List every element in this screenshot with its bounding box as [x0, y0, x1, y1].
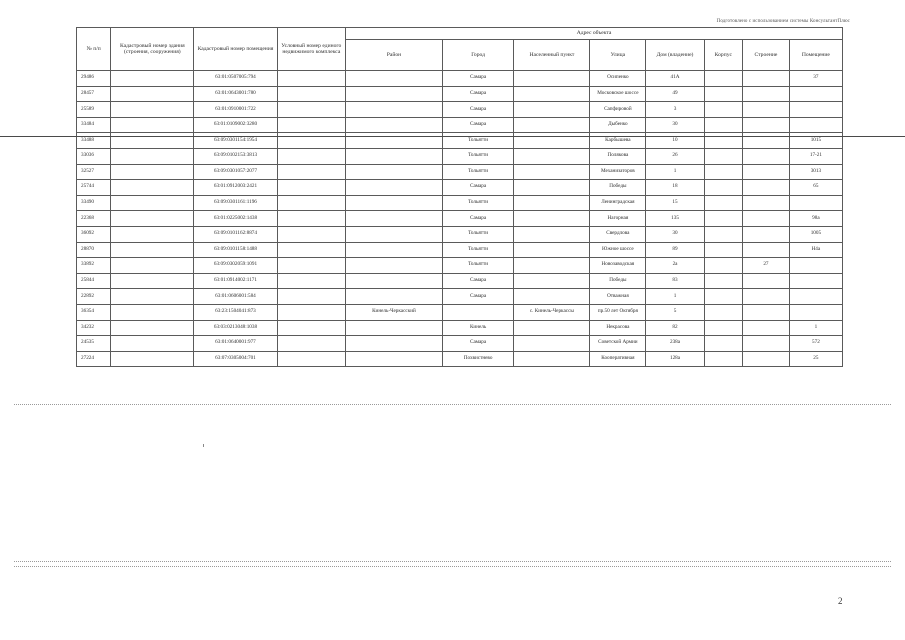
table-row — [77, 304, 843, 320]
cell-korpus — [704, 336, 742, 352]
cell-house: 30 — [646, 226, 704, 242]
cell-house: 89 — [646, 242, 704, 258]
table-row — [77, 320, 843, 336]
cell-building — [743, 71, 790, 87]
cell-street: Нагорная — [590, 211, 646, 227]
cell-district — [346, 211, 443, 227]
cell-building-cad — [111, 226, 194, 242]
header-district: Район — [346, 40, 443, 71]
cell-city: Тольятти — [442, 133, 514, 149]
cell-city: Тольятти — [442, 195, 514, 211]
cell-district — [346, 226, 443, 242]
table-row — [77, 148, 843, 164]
cell-building — [743, 320, 790, 336]
cell-korpus — [704, 242, 742, 258]
cell-complex — [277, 180, 346, 196]
cell-city: Самара — [442, 102, 514, 118]
fold-line-lower-1 — [14, 561, 891, 562]
cell-settlement: с. Кинель-Черкассы — [514, 304, 590, 320]
cell-complex — [277, 117, 346, 133]
cell-num: 34232 — [77, 320, 111, 336]
cell-num: 33484 — [77, 117, 111, 133]
cell-district — [346, 180, 443, 196]
cell-building — [743, 195, 790, 211]
cell-city: Тольятти — [442, 164, 514, 180]
cell-settlement — [514, 226, 590, 242]
table-row — [77, 289, 843, 305]
cell-district — [346, 117, 443, 133]
cell-num: 28457 — [77, 86, 111, 102]
cell-num: 32527 — [77, 164, 111, 180]
cell-room — [789, 102, 842, 118]
cell-premise-cad: 63:09:0301057:2077 — [194, 164, 277, 180]
cell-district — [346, 164, 443, 180]
cell-settlement — [514, 71, 590, 87]
header-premise-cad: Кадастровый номер помещения — [194, 28, 277, 71]
cell-district — [346, 336, 443, 352]
cell-korpus — [704, 226, 742, 242]
scan-artifact-line — [0, 136, 905, 137]
cell-num: 33490 — [77, 195, 111, 211]
cell-room: 1005 — [789, 226, 842, 242]
cell-korpus — [704, 289, 742, 305]
cell-premise-cad: 63:01:0606001:584 — [194, 289, 277, 305]
cell-premise-cad: 63:09:0302059:1091 — [194, 258, 277, 274]
cell-building-cad — [111, 164, 194, 180]
cell-street: Некрасова — [590, 320, 646, 336]
table-row — [77, 351, 843, 367]
cell-city: Самара — [442, 117, 514, 133]
header-settlement: Населенный пункт — [514, 40, 590, 71]
table-header — [77, 28, 843, 71]
cell-num: 27224 — [77, 351, 111, 367]
cell-premise-cad: 63:01:0109002:3280 — [194, 117, 277, 133]
cell-complex — [277, 102, 346, 118]
header-city: Город — [442, 40, 514, 71]
cell-house: 30 — [646, 117, 704, 133]
cell-premise-cad: 63:09:0101162:8874 — [194, 226, 277, 242]
table-row — [77, 86, 843, 102]
cell-complex — [277, 86, 346, 102]
cell-room — [789, 304, 842, 320]
cell-room: Н4а — [789, 242, 842, 258]
cell-num: 36354 — [77, 304, 111, 320]
cell-district — [346, 242, 443, 258]
cell-premise-cad: 63:07:0305004:701 — [194, 351, 277, 367]
cell-city: Самара — [442, 71, 514, 87]
cell-building — [743, 117, 790, 133]
cell-house: 2а — [646, 258, 704, 274]
cell-room — [789, 258, 842, 274]
cell-building-cad — [111, 289, 194, 305]
cell-building-cad — [111, 71, 194, 87]
cell-district — [346, 289, 443, 305]
cell-num: 25844 — [77, 273, 111, 289]
cell-building-cad — [111, 336, 194, 352]
cell-complex — [277, 351, 346, 367]
header-korpus: Корпус — [704, 40, 742, 71]
cell-building — [743, 180, 790, 196]
cell-street: Карбышева — [590, 133, 646, 149]
cell-building-cad — [111, 273, 194, 289]
cell-settlement — [514, 273, 590, 289]
cell-district — [346, 71, 443, 87]
cell-num: 36092 — [77, 226, 111, 242]
cell-city: Самара — [442, 273, 514, 289]
table-body — [77, 71, 843, 367]
header-room: Помещение — [789, 40, 842, 71]
header-building: Строение — [743, 40, 790, 71]
cell-premise-cad: 63:01:0643001:780 — [194, 86, 277, 102]
cell-district — [346, 320, 443, 336]
cell-premise-cad: 63:01:0640001:977 — [194, 336, 277, 352]
cell-premise-cad: 63:01:0914002:1171 — [194, 273, 277, 289]
cell-building-cad — [111, 211, 194, 227]
table-row — [77, 102, 843, 118]
table-row — [77, 258, 843, 274]
cell-building-cad — [111, 304, 194, 320]
cell-korpus — [704, 211, 742, 227]
cell-street: Ленинградская — [590, 195, 646, 211]
cell-num: 22892 — [77, 289, 111, 305]
cell-street: Осипенко — [590, 71, 646, 87]
cell-settlement — [514, 180, 590, 196]
cell-city: Похвистнево — [442, 351, 514, 367]
cell-house: 3 — [646, 102, 704, 118]
cell-district — [346, 148, 443, 164]
cell-complex — [277, 164, 346, 180]
cell-korpus — [704, 86, 742, 102]
cell-city: Тольятти — [442, 258, 514, 274]
cell-premise-cad: 63:23:1504041:873 — [194, 304, 277, 320]
cell-complex — [277, 226, 346, 242]
cell-room — [789, 86, 842, 102]
cell-num: 29486 — [77, 71, 111, 87]
cell-building — [743, 273, 790, 289]
table-row — [77, 211, 843, 227]
cell-building — [743, 242, 790, 258]
cell-city: Тольятти — [442, 226, 514, 242]
cell-building — [743, 226, 790, 242]
cell-num: 33488 — [77, 133, 111, 149]
table-row — [77, 336, 843, 352]
cell-premise-cad: 63:09:0102153:3813 — [194, 148, 277, 164]
fold-line-upper — [14, 404, 891, 405]
cell-premise-cad: 63:09:0301161:1196 — [194, 195, 277, 211]
cell-premise-cad: 63:09:0101158:1488 — [194, 242, 277, 258]
cell-korpus — [704, 148, 742, 164]
cell-city: Самара — [442, 86, 514, 102]
cell-house: 41А — [646, 71, 704, 87]
cell-street: Свердлова — [590, 226, 646, 242]
table-row — [77, 273, 843, 289]
cell-street: Сапфировой — [590, 102, 646, 118]
cell-building-cad — [111, 195, 194, 211]
cell-room: 98а — [789, 211, 842, 227]
cell-korpus — [704, 258, 742, 274]
cell-settlement — [514, 242, 590, 258]
cell-korpus — [704, 180, 742, 196]
cell-district: Кинель-Черкасский — [346, 304, 443, 320]
cell-building — [743, 351, 790, 367]
cell-korpus — [704, 351, 742, 367]
header-house: Дом (владение) — [646, 40, 704, 71]
cell-house: 1 — [646, 164, 704, 180]
cell-room: 1015 — [789, 133, 842, 149]
cell-city: Тольятти — [442, 148, 514, 164]
cell-district — [346, 86, 443, 102]
cell-complex — [277, 71, 346, 87]
cell-building — [743, 336, 790, 352]
cell-complex — [277, 273, 346, 289]
cell-street: Дыбенко — [590, 117, 646, 133]
cell-city — [442, 304, 514, 320]
cell-korpus — [704, 117, 742, 133]
cell-room: 17-21 — [789, 148, 842, 164]
cell-house: 238а — [646, 336, 704, 352]
cell-building-cad — [111, 320, 194, 336]
cell-building — [743, 289, 790, 305]
cell-settlement — [514, 211, 590, 227]
cell-premise-cad: 63:01:0910001:722 — [194, 102, 277, 118]
header-note: Подготовлено с использованием системы КонсультантПлюс — [716, 19, 850, 24]
cell-settlement — [514, 102, 590, 118]
cell-premise-cad: 63:09:0301154:1954 — [194, 133, 277, 149]
cell-korpus — [704, 195, 742, 211]
cell-street: Кооперативная — [590, 351, 646, 367]
table-row — [77, 242, 843, 258]
cell-building-cad — [111, 86, 194, 102]
cell-num: 25744 — [77, 180, 111, 196]
cell-settlement — [514, 195, 590, 211]
cell-building — [743, 164, 790, 180]
cell-house: 1 — [646, 289, 704, 305]
cell-street: Южное шоссе — [590, 242, 646, 258]
cell-building — [743, 304, 790, 320]
table-row — [77, 226, 843, 242]
cell-settlement — [514, 320, 590, 336]
cell-room: 1 — [789, 320, 842, 336]
cell-complex — [277, 195, 346, 211]
cell-house: 128а — [646, 351, 704, 367]
cell-building — [743, 102, 790, 118]
cell-settlement — [514, 258, 590, 274]
cell-building-cad — [111, 351, 194, 367]
cell-settlement — [514, 117, 590, 133]
cell-room — [789, 117, 842, 133]
cell-num: 22368 — [77, 211, 111, 227]
cell-street: Победы — [590, 273, 646, 289]
cell-complex — [277, 304, 346, 320]
cell-korpus — [704, 102, 742, 118]
cell-complex — [277, 320, 346, 336]
cell-complex — [277, 258, 346, 274]
cell-num: 25589 — [77, 102, 111, 118]
cell-street: Советской Армии — [590, 336, 646, 352]
header-complex: Условный номер единого недвижимого комплекса — [277, 28, 346, 71]
cell-complex — [277, 242, 346, 258]
cell-house: 18 — [646, 180, 704, 196]
cell-korpus — [704, 71, 742, 87]
cell-street: Полякова — [590, 148, 646, 164]
cell-room — [789, 195, 842, 211]
cell-building — [743, 211, 790, 227]
cell-house: 83 — [646, 273, 704, 289]
fold-line-lower-2 — [14, 566, 891, 567]
cell-district — [346, 102, 443, 118]
cell-building-cad — [111, 242, 194, 258]
cell-korpus — [704, 273, 742, 289]
cell-premise-cad: 63:01:0507005:794 — [194, 71, 277, 87]
cell-district — [346, 195, 443, 211]
cell-num: 33036 — [77, 148, 111, 164]
cell-premise-cad: 63:03:0213048:1038 — [194, 320, 277, 336]
cell-street: Победы — [590, 180, 646, 196]
header-num: № п/п — [77, 28, 111, 71]
cell-house: 82 — [646, 320, 704, 336]
cell-district — [346, 351, 443, 367]
page-number: 2 — [838, 596, 843, 606]
cell-room — [789, 273, 842, 289]
table-row — [77, 164, 843, 180]
cell-premise-cad: 63:01:0225002:1438 — [194, 211, 277, 227]
cell-building: 27 — [743, 258, 790, 274]
cell-complex — [277, 148, 346, 164]
cell-settlement — [514, 289, 590, 305]
cell-street: Московское шоссе — [590, 86, 646, 102]
cell-settlement — [514, 86, 590, 102]
scan-mark — [203, 444, 204, 447]
cell-district — [346, 258, 443, 274]
cell-building-cad — [111, 117, 194, 133]
cell-settlement — [514, 148, 590, 164]
header-address-group: Адрес объекта — [346, 28, 843, 40]
cell-settlement — [514, 164, 590, 180]
cell-room: 37 — [789, 71, 842, 87]
cell-korpus — [704, 164, 742, 180]
cell-room: 572 — [789, 336, 842, 352]
cell-building-cad — [111, 102, 194, 118]
cell-street: Механизаторов — [590, 164, 646, 180]
cell-num: 24535 — [77, 336, 111, 352]
cell-building — [743, 86, 790, 102]
cell-korpus — [704, 320, 742, 336]
cell-complex — [277, 289, 346, 305]
cell-premise-cad: 63:01:0912003:2421 — [194, 180, 277, 196]
table-row — [77, 117, 843, 133]
cell-building-cad — [111, 258, 194, 274]
registry-table — [76, 27, 843, 367]
table-row — [77, 195, 843, 211]
cell-city: Самара — [442, 336, 514, 352]
cell-city: Самара — [442, 289, 514, 305]
cell-building-cad — [111, 180, 194, 196]
cell-house: 135 — [646, 211, 704, 227]
cell-building-cad — [111, 148, 194, 164]
cell-house: 5 — [646, 304, 704, 320]
cell-korpus — [704, 304, 742, 320]
cell-house: 15 — [646, 195, 704, 211]
cell-room — [789, 289, 842, 305]
table-row — [77, 71, 843, 87]
cell-building — [743, 148, 790, 164]
cell-complex — [277, 336, 346, 352]
cell-city: Кинель — [442, 320, 514, 336]
cell-settlement — [514, 336, 590, 352]
cell-city: Самара — [442, 211, 514, 227]
cell-house: 49 — [646, 86, 704, 102]
cell-room: 25 — [789, 351, 842, 367]
cell-city: Самара — [442, 180, 514, 196]
cell-room: 65 — [789, 180, 842, 196]
cell-num: 28870 — [77, 242, 111, 258]
table-row — [77, 180, 843, 196]
cell-house: 10 — [646, 133, 704, 149]
header-street: Улица — [590, 40, 646, 71]
cell-street: Новозаводская — [590, 258, 646, 274]
cell-complex — [277, 211, 346, 227]
header-building-cad: Кадастровый номер здания (строения, сооружения) — [111, 28, 194, 71]
cell-num: 33892 — [77, 258, 111, 274]
cell-room: 3013 — [789, 164, 842, 180]
cell-district — [346, 273, 443, 289]
cell-settlement — [514, 351, 590, 367]
cell-city: Тольятти — [442, 242, 514, 258]
cell-street: пр.50 лет Октября — [590, 304, 646, 320]
cell-house: 26 — [646, 148, 704, 164]
cell-street: Отважная — [590, 289, 646, 305]
